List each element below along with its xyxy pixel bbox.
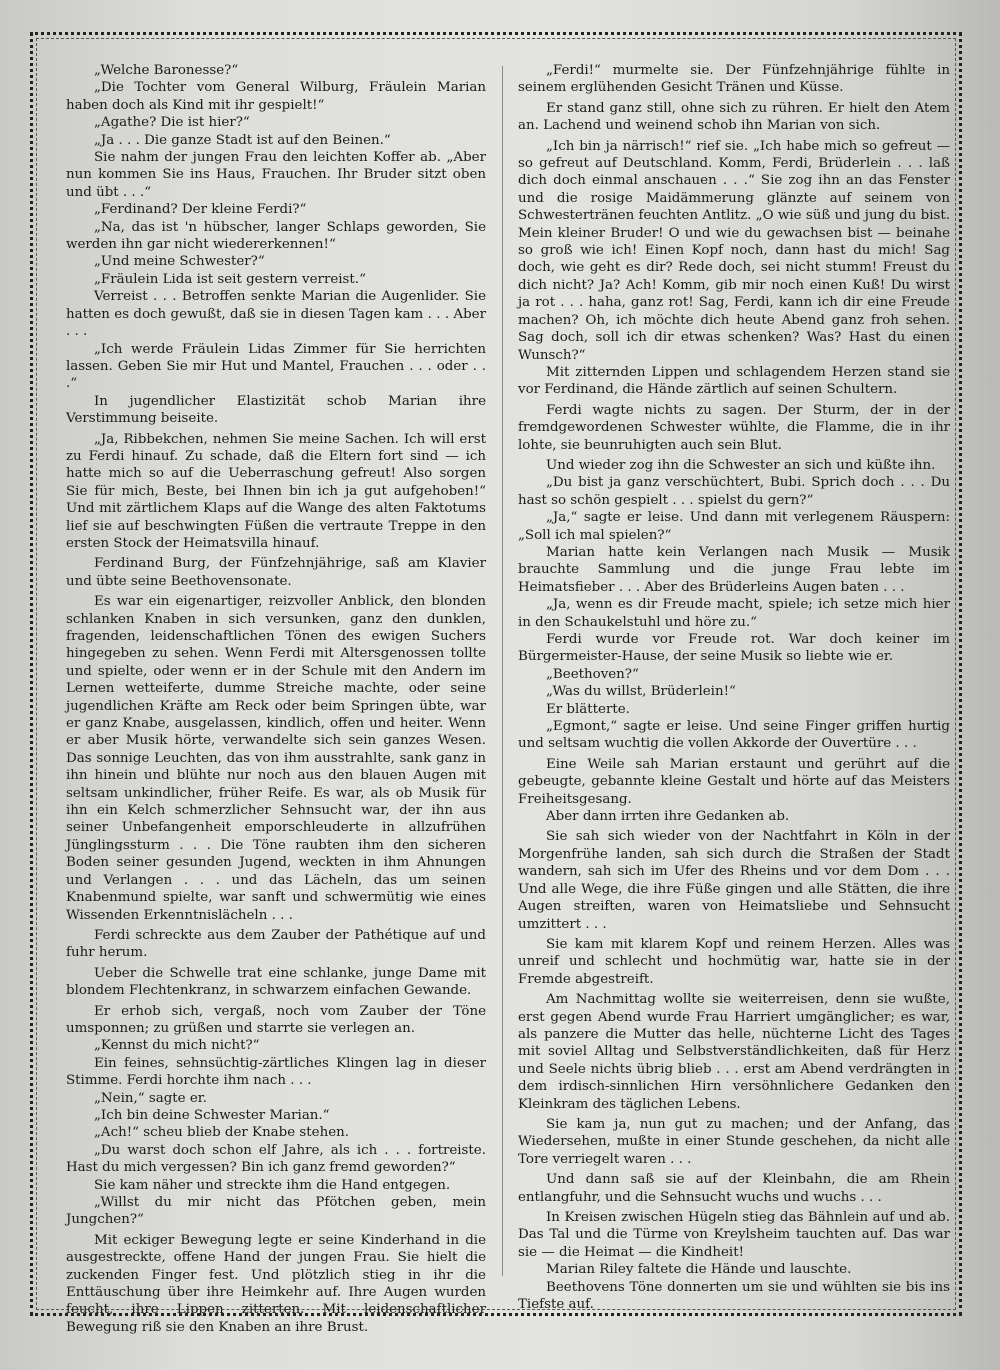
paragraph: Ferdi wurde vor Freude rot. War doch keiner im Bürgermeister-Hause, der seine Musik so liebte wie er.	[518, 632, 950, 665]
paragraph: „Ferdi!“ murmelte sie. Der Fünfzehnjährige fühlte in seinem erglühenden Gesicht Tränen und Küsse.	[518, 63, 950, 96]
paragraph: Er blätterte.	[546, 701, 630, 717]
left-column	[66, 62, 486, 1336]
paragraph: Sie nahm der jungen Frau den leichten Koffer ab. „Aber nun kommen Sie ins Haus, Frauchen. Ihr Bruder sitzt oben und übt . . .“	[66, 150, 486, 200]
paragraph: Und wieder zog ihn die Schwester an sich und küßte ihn.	[546, 457, 936, 473]
paragraph: „Na, das ist 'n hübscher, langer Schlaps geworden, Sie werden ihn gar nicht wiedererkennen!“	[66, 219, 486, 253]
paragraph: Eine Weile sah Marian erstaunt und gerührt auf die gebeugte, gebannte kleine Gestalt und hörte auf das Meisters Freiheitsgesang.	[518, 756, 950, 807]
paragraph: Sie kam näher und streckte ihm die Hand entgegen.	[94, 1177, 451, 1193]
paragraph: Sie kam mit klarem Kopf und reinem Herzen. Alles was unreif und schlecht und hochmütig war, hatte sie in der Fremde abgestreift.	[518, 936, 950, 987]
paragraph: Und dann saß sie auf der Kleinbahn, die am Rhein entlangfuhr, und die Sehnsucht wuchs und wuchs . . .	[518, 1172, 950, 1205]
paragraph: „Ich werde Fräulein Lidas Zimmer für Sie herrichten lassen. Geben Sie mir Hut und Mantel, Frauchen . . . oder . . .“	[66, 341, 486, 392]
paragraph: „Ich bin deine Schwester Marian.“	[94, 1107, 330, 1123]
paragraph: „Und meine Schwester?“	[94, 254, 265, 270]
paragraph: „Was du willst, Brüderlein!“	[546, 684, 736, 700]
paragraph: „Ach!“ scheu blieb der Knabe stehen.	[94, 1125, 350, 1141]
paragraph: „Beethoven?“	[546, 666, 639, 682]
paragraph: „Ja . . . Die ganze Stadt ist auf den Beinen.“	[94, 132, 391, 148]
paragraph: Es war ein eigenartiger, reizvoller Anblick, den blonden schlanken Knaben in sich versunken, ganz den dunklen, fragenden, leidenschaftlichen Tönen des ewigen Suchers hingegeben zu sehen. Wenn Ferdi mit Altersgenossen tollte und spielte, oder wenn er in der Schule mit den Andern im Lernen wetteiferte, dumme Streiche machte, oder seine jugendlichen Kräfte am Reck oder beim Springen übte, war er ganz Knabe, ausgelassen, kindlich, offen und heiter. Wenn er aber Musik hörte, verwandelte sich sein ganzes Wesen. Das sonnige Leuchten, das von ihm ausstrahlte, sank ganz in ihn hinein und blühte nur noch aus den blauen Augen mit seltsam unkindlicher, früher Reife. Es war, als ob Musik für ihn ein Kelch schmerzlicher Sehnsucht war, der ihn aus seiner Unbefangenheit emporschleuderte in allzufrühen Jünglingssturm . . . Die Töne raubten ihm den sicheren Boden seiner gesunden Jugend, weckten in ihm Ahnungen und Verlangen . . . und das Lächeln, das um seinen Knabenmund spielte, war sanft und schwermütig wie eines Wissenden Erkenntnislächeln . . .	[66, 594, 486, 923]
paragraph: „Fräulein Lida ist seit gestern verreist.“	[94, 271, 366, 287]
paragraph: Ferdi wagte nichts zu sagen. Der Sturm, der in der fremdgewordenen Schwester wühlte, die Flamme, die in ihr lohte, sie beunruhigten auch sein Blut.	[518, 402, 950, 453]
paragraph: Er erhob sich, vergaß, noch vom Zauber der Töne umsponnen; zu grüßen und starrte sie verlegen an.	[66, 1003, 486, 1036]
paragraph: „Du bist ja ganz verschüchtert, Bubi. Sprich doch . . . Du hast so schön gespielt . . . spielst du gern?“	[518, 475, 950, 508]
paragraph: „Ja,“ sagte er leise. Und dann mit verlegenem Räuspern: „Soll ich mal spielen?“	[518, 510, 950, 543]
paragraph: „Ja, Ribbekchen, nehmen Sie meine Sachen. Ich will erst zu Ferdi hinauf. Zu schade, daß die Eltern fort sind — ich hatte mich so auf die Ueberraschung gefreut! Also sorgen Sie für mich, Beste, bei Ihnen bin ich ja gut aufgehoben!“ Und mit zärtlichem Klaps auf die Wange des alten Faktotums lief sie auf beschwingten Füßen die vertraute Treppe in den ersten Stock der Heimatsvilla hinauf.	[66, 431, 486, 551]
paragraph: „Ja, wenn es dir Freude macht, spiele; ich setze mich hier in den Schaukelstuhl und höre zu.“	[518, 597, 950, 630]
paragraph: „Du warst doch schon elf Jahre, als ich . . . fortreiste. Hast du mich vergessen? Bin ich ganz fremd geworden?“	[66, 1142, 486, 1176]
paragraph: Am Nachmittag wollte sie weiterreisen, denn sie wußte, erst gegen Abend wurde Frau Harriert umgänglicher; es war, als panzere die Mutter das helle, nüchterne Licht des Tages mit soviel Alltag und Selbstverständlichkeiten, daß für Herz und Seele nichts übrig blieb . . . erst am Abend verdrängten in dem irdisch-sinnlichen Hirn versöhnlichere Gedanken den Kleinkram des täglichen Lebens.	[518, 992, 950, 1112]
paragraph: Marian Riley faltete die Hände und lauschte.	[546, 1262, 852, 1278]
paragraph: Sie sah sich wieder von der Nachtfahrt in Köln in der Morgenfrühe landen, sah sich durch die Straßen der Stadt wandern, sah sich im Ufer des Rheins und vor dem Dom . . . Und alle Wege, die ihre Füße gingen und alle Stätten, die ihre Augen streiften, waren von Heimatsliebe und Sehnsucht umzittert . . .	[518, 829, 950, 932]
paragraph: Verreist . . . Betroffen senkte Marian die Augenlider. Sie hatten es doch gewußt, daß sie in diesen Tagen kam . . . Aber . . .	[66, 289, 486, 340]
paragraph: Ferdinand Burg, der Fünfzehnjährige, saß am Klavier und übte seine Beethovensonate.	[66, 556, 486, 589]
paragraph: Er stand ganz still, ohne sich zu rühren. Er hielt den Atem an. Lachend und weinend schob ihn Marian von sich.	[518, 100, 950, 134]
paragraph: „Egmont,“ sagte er leise. Und seine Finger griffen hurtig und seltsam wuchtig die vollen Akkorde der Ouvertüre . . .	[518, 719, 950, 752]
column-divider	[502, 66, 503, 1276]
paragraph: „Nein,“ sagte er.	[94, 1090, 207, 1106]
paragraph: Beethovens Töne donnerten um sie und wühlten sie bis ins Tiefste auf.	[518, 1279, 950, 1313]
paragraph: In jugendlicher Elastizität schob Marian ihre Verstimmung beiseite.	[66, 393, 486, 427]
paragraph: Ein feines, sehnsüchtig-zärtliches Klingen lag in dieser Stimme. Ferdi horchte ihm nach . . .	[66, 1055, 486, 1089]
paragraph: „Welche Baronesse?“	[94, 63, 239, 78]
paragraph: „Ich bin ja närrisch!“ rief sie. „Ich habe mich so gefreut — so gefreut auf Deutschland. Komm, Ferdi, Brüderlein . . . laß dich doch einmal anschauen . . .“ Sie zog ihn an das Fenster und die rosige Maidämmerung glänzte auf seinem von Schwestertränen feuchten Antlitz. „O wie süß und jung du bist. Mein kleiner Bruder! O und wie du gewachsen bist — beinahe so groß wie ich! Einen Kopf noch, dann hast du mich! Sag doch, wie geht es dir? Rede doch, sei nicht stumm! Freust du dich nicht? Ja? Ach! Komm, gib mir noch einen Kuß! Du wirst ja rot . . . haha, ganz rot! Sag, Ferdi, kann ich dir eine Freude machen? Oh, ich möchte dich heute Abend ganz froh sehen. Sag doch, soll ich dir etwas schenken? Was? Hast du einen Wunsch?“	[518, 138, 950, 363]
paragraph: Mit zitternden Lippen und schlagendem Herzen stand sie vor Ferdinand, die Hände zärtlich auf seinen Schultern.	[518, 364, 950, 398]
paragraph: „Agathe? Die ist hier?“	[94, 115, 250, 131]
paragraph: Ueber die Schwelle trat eine schlanke, junge Dame mit blondem Flechtenkranz, in schwarzem einfachen Gewande.	[66, 965, 486, 999]
paragraph: Aber dann irrten ihre Gedanken ab.	[546, 809, 790, 825]
paragraph: Marian hatte kein Verlangen nach Musik — Musik brauchte Sammlung und die junge Frau lebte im Heimatsfieber . . . Aber des Brüderleins Augen baten . . .	[518, 544, 950, 595]
paragraph: „Kennst du mich nicht?“	[94, 1038, 260, 1054]
paragraph: Mit eckiger Bewegung legte er seine Kinderhand in die ausgestreckte, offene Hand der jungen Frau. Sie hielt die zuckenden Finger fest. Und plötzlich stieg in ihr die Enttäuschung über ihre Heimkehr auf. Ihre Augen wurden feucht, ihre Lippen zitterten. Mit leidenschaftlicher Bewegung riß sie den Knaben an ihre Brust.	[66, 1232, 486, 1335]
paragraph: In Kreisen zwischen Hügeln stieg das Bähnlein auf und ab. Das Tal und die Türme von Kreylsheim tauchten auf. Das war sie — die Heimat — die Kindheit!	[518, 1210, 950, 1260]
paragraph: Ferdi schreckte aus dem Zauber der Pathétique auf und fuhr herum.	[66, 927, 486, 961]
paragraph: „Die Tochter vom General Wilburg, Fräulein Marian haben doch als Kind mit ihr gespielt!“	[66, 80, 486, 113]
paragraph: „Ferdinand? Der kleine Ferdi?“	[94, 202, 307, 218]
paragraph: „Willst du mir nicht das Pfötchen geben, mein Jungchen?“	[66, 1195, 486, 1228]
right-column	[518, 62, 950, 1313]
paragraph: Sie kam ja, nun gut zu machen; und der Anfang, das Wiedersehen, mußte in einer Stunde geschehen, da nicht alle Tore verriegelt waren . . .	[518, 1116, 950, 1167]
